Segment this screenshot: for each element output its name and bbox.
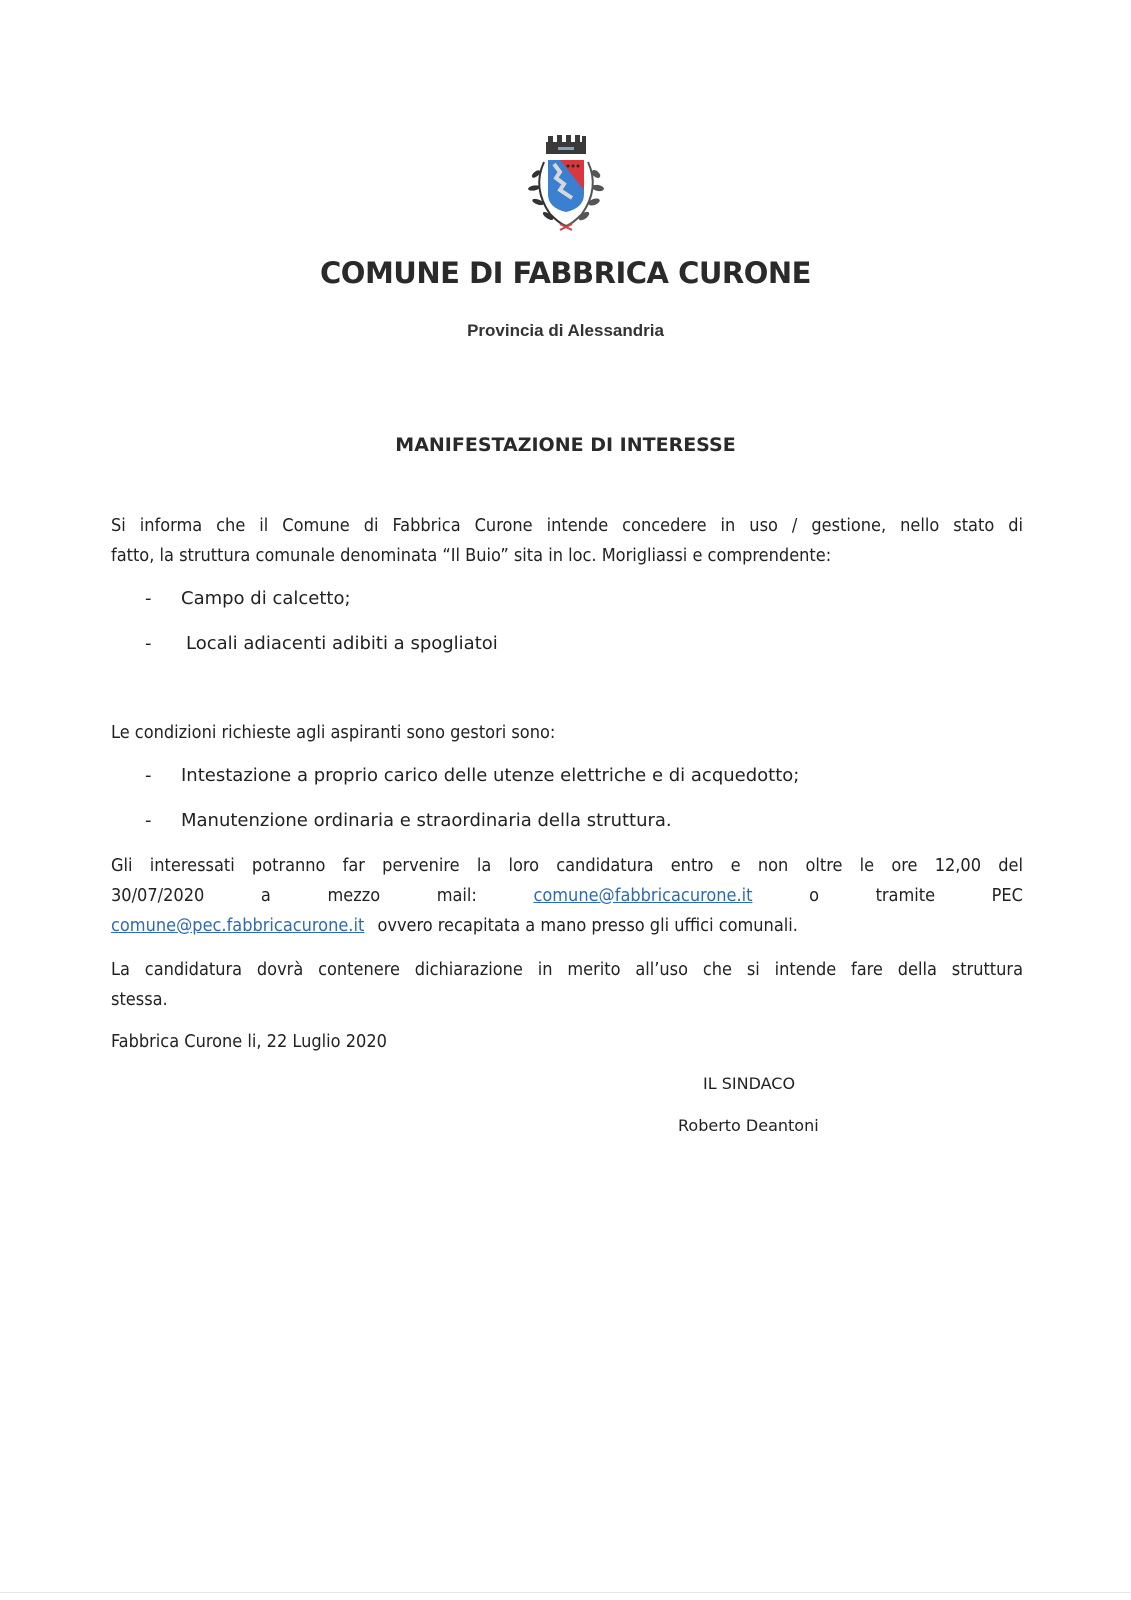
signature-name: Roberto Deantoni <box>678 1116 819 1135</box>
intro-line-2: fatto, la struttura comunale denominata “Il Buio” sita in loc. Morigliassi e comprendente: <box>111 545 832 566</box>
notice-heading: MANIFESTAZIONE DI INTERESSE <box>395 434 736 456</box>
list-bullet: - <box>145 588 152 609</box>
conditions-intro: Le condizioni richieste agli aspiranti sono gestori sono: <box>111 722 556 743</box>
place-date: Fabbrica Curone li, 22 Luglio 2020 <box>111 1031 387 1052</box>
delivery-text: ovvero recapitata a mano presso gli uffici comunali. <box>377 915 798 936</box>
submission-paragraph <box>111 851 1023 941</box>
text-word: tramite <box>875 885 936 906</box>
province-subtitle: Provincia di Alessandria <box>467 321 664 340</box>
condition-item <box>145 765 799 786</box>
list-bullet: - <box>145 765 152 786</box>
email-link[interactable]: comune@fabbricacurone.it <box>533 885 753 906</box>
declaration-paragraph <box>111 955 1023 1015</box>
text-word: a <box>260 885 271 906</box>
text-word: o <box>809 885 819 906</box>
list-bullet: - <box>145 810 152 831</box>
condition-text: Intestazione a proprio carico delle utenze elettriche e di acquedotto; <box>181 765 800 786</box>
facility-text: Campo di calcetto; <box>181 588 351 609</box>
municipality-title: COMUNE DI FABBRICA CURONE <box>320 256 811 290</box>
text-word: mezzo <box>327 885 381 906</box>
condition-item <box>145 810 672 831</box>
declaration-line-1: La candidatura dovrà contenere dichiarazione in merito all’uso che si intende fare della struttura <box>111 959 1023 980</box>
declaration-line-2: stessa. <box>111 989 168 1010</box>
facility-item <box>145 588 351 609</box>
text-word: mail: <box>436 885 477 906</box>
signature-role: IL SINDACO <box>703 1074 796 1093</box>
municipal-coat-of-arms-icon <box>516 132 616 236</box>
deadline-date: 30/07/2020 <box>111 885 205 906</box>
submission-line-3 <box>111 911 1023 941</box>
submission-line-2 <box>111 881 1023 911</box>
page-bottom-edge <box>0 1592 1131 1593</box>
condition-text: Manutenzione ordinaria e straordinaria della struttura. <box>181 810 672 831</box>
text-word: PEC <box>991 885 1023 906</box>
facility-text: Locali adiacenti adibiti a spogliatoi <box>186 633 498 654</box>
list-bullet: - <box>145 633 152 654</box>
submission-line-1: Gli interessati potranno far pervenire la loro candidatura entro e non oltre le ore 12,00 del <box>111 855 1023 876</box>
facility-item <box>145 633 498 654</box>
intro-paragraph <box>111 511 1023 571</box>
pec-email-link[interactable]: comune@pec.fabbricacurone.it <box>111 915 365 936</box>
intro-line-1: Si informa che il Comune di Fabbrica Curone intende concedere in uso / gestione, nello stato di <box>111 515 1023 536</box>
